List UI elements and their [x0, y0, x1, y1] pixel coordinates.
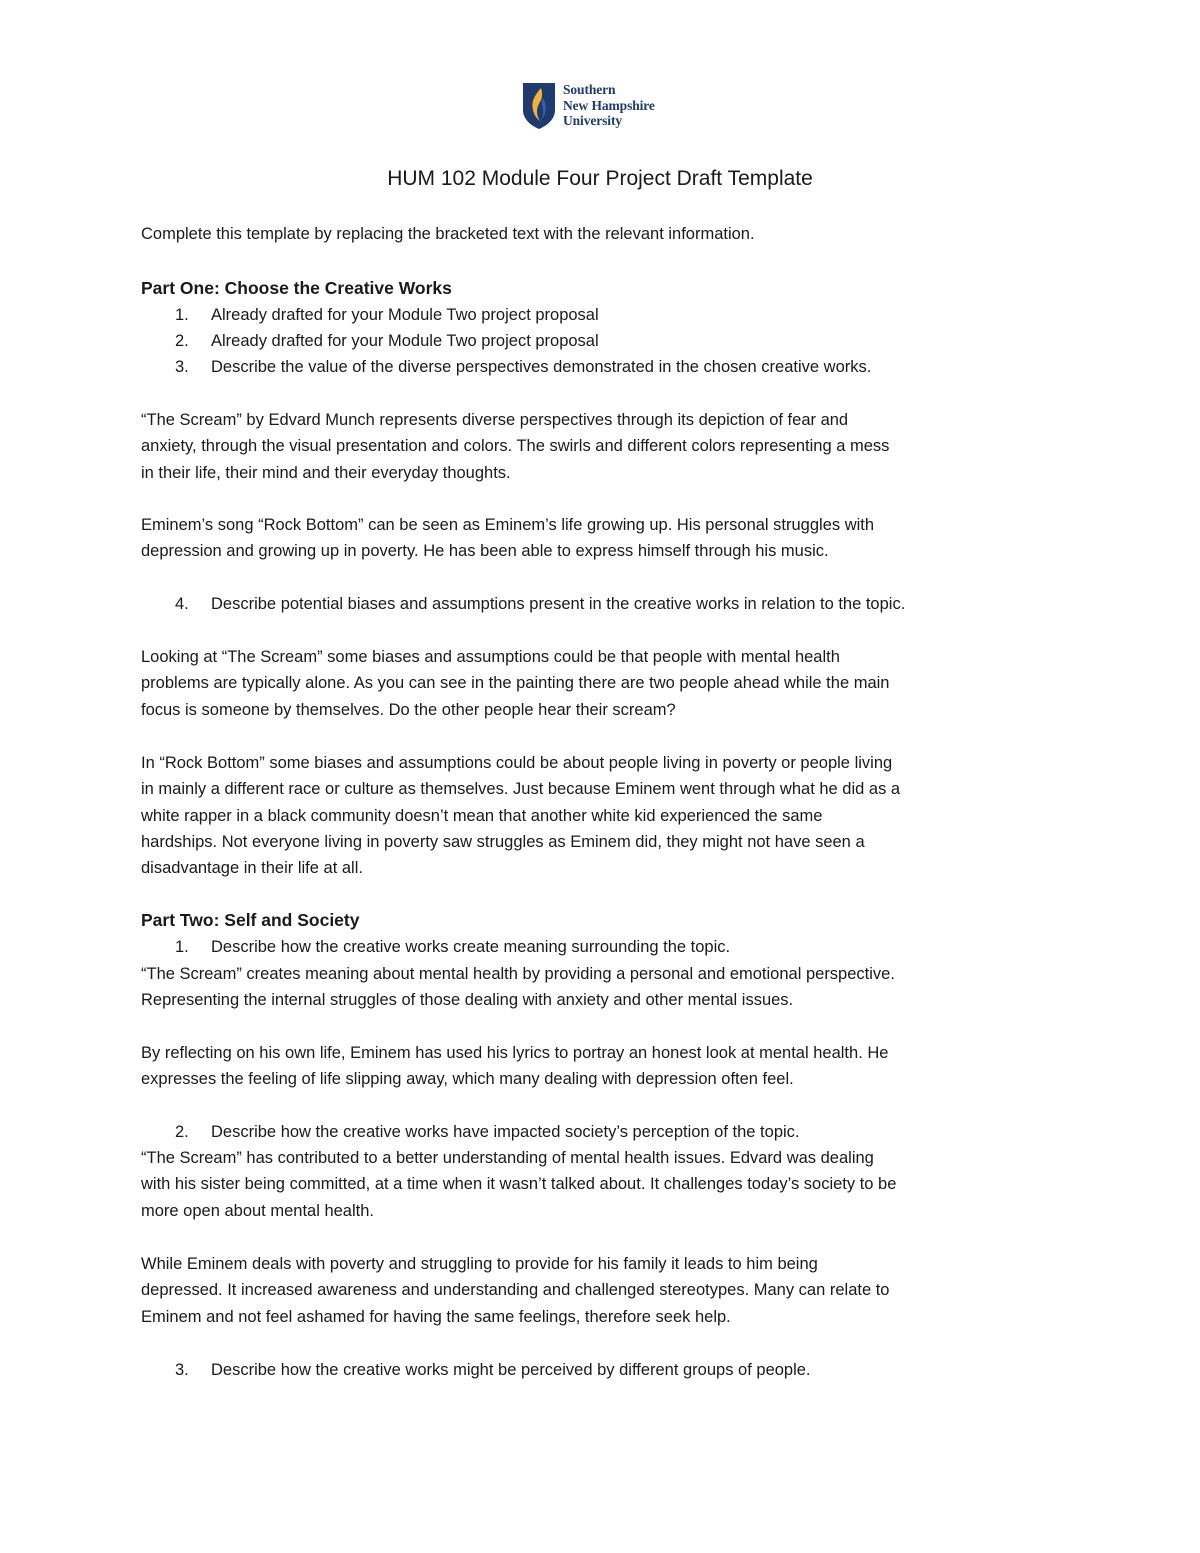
- part-two-heading: Part Two: Self and Society: [141, 910, 360, 930]
- paragraph-line: While Eminem deals with poverty and struggling to provide for his family it leads to him being: [141, 1255, 818, 1273]
- answer-paragraph: [141, 750, 1071, 881]
- list-number: 2.: [175, 332, 189, 350]
- logo-line-3: University: [563, 113, 622, 128]
- paragraph-line: white rapper in a black community doesn’t mean that another white kid experienced the same: [141, 806, 823, 825]
- list-number: 3.: [175, 358, 189, 376]
- part-one-heading: Part One: Choose the Creative Works: [141, 278, 452, 298]
- paragraph-line: in mainly a different race or culture as themselves. Just because Eminem went through what he did as a: [141, 780, 901, 799]
- list-text: Describe how the creative works might be perceived by different groups of people.: [211, 1361, 811, 1379]
- paragraph-line: hardships. Not everyone living in poverty saw struggles as Eminem did, they might not have seen a: [141, 832, 865, 851]
- list-text: Describe the value of the diverse perspectives demonstrated in the chosen creative works.: [211, 358, 872, 376]
- answer-paragraph: [141, 512, 1071, 565]
- paragraph-line: anxiety, through the visual presentation and colors. The swirls and different colors representing a mess: [141, 437, 890, 456]
- paragraph-line: By reflecting on his own life, Eminem has used his lyrics to portray an honest look at mental health. He: [141, 1044, 889, 1062]
- list-text: Already drafted for your Module Two project proposal: [211, 306, 599, 324]
- paragraph-line: more open about mental health.: [141, 1201, 374, 1220]
- paragraph-line: problems are typically alone. As you can see in the painting there are two people ahead while the main: [141, 674, 890, 693]
- list-text: Describe how the creative works have impacted society’s perception of the topic.: [211, 1123, 800, 1141]
- list-number: 1.: [175, 306, 189, 324]
- paragraph-line: “The Scream” creates meaning about mental health by providing a personal and emotional perspective.: [141, 965, 895, 983]
- list-text: Describe how the creative works create meaning surrounding the topic.: [211, 938, 731, 956]
- paragraph-line: Eminem and not feel ashamed for having the same feelings, therefore seek help.: [141, 1307, 731, 1326]
- paragraph-line: “The Scream” has contributed to a better understanding of mental health issues. Edvard was dealing: [141, 1149, 874, 1167]
- list-number: 1.: [175, 938, 189, 956]
- paragraph-line: depression and growing up in poverty. He has been able to express himself through his music.: [141, 542, 829, 561]
- answer-paragraph: [141, 407, 1071, 486]
- paragraph-line: “The Scream” by Edvard Munch represents diverse perspectives through its depiction of fear and: [141, 411, 849, 429]
- list-number: 2.: [175, 1123, 189, 1141]
- answer-paragraph: [141, 961, 1071, 1014]
- university-logo: [522, 82, 655, 130]
- list-text: Already drafted for your Module Two project proposal: [211, 332, 599, 350]
- paragraph-line: Representing the internal struggles of those dealing with anxiety and other mental issues.: [141, 991, 794, 1010]
- list-text: Describe potential biases and assumptions present in the creative works in relation to the topic.: [211, 595, 906, 613]
- paragraph-line: depressed. It increased awareness and understanding and challenged stereotypes. Many can relate to: [141, 1281, 890, 1300]
- answer-paragraph: [141, 1145, 1071, 1224]
- list-number: 3.: [175, 1361, 189, 1379]
- paragraph-line: focus is someone by themselves. Do the other people hear their scream?: [141, 700, 676, 719]
- paragraph-line: in their life, their mind and their everyday thoughts.: [141, 463, 511, 482]
- logo-line-2: New Hampshire: [563, 97, 655, 113]
- flame-shield-icon: [522, 82, 556, 130]
- paragraph-line: with his sister being committed, at a time when it wasn’t talked about. It challenges today’s society to be: [141, 1175, 897, 1194]
- logo-wordmark: [563, 82, 655, 129]
- paragraph-line: disadvantage in their life at all.: [141, 859, 363, 878]
- answer-paragraph: [141, 1251, 1071, 1330]
- answer-paragraph: [141, 644, 1071, 723]
- paragraph-line: expresses the feeling of life slipping away, which many dealing with depression often feel.: [141, 1070, 794, 1089]
- paragraph-line: In “Rock Bottom” some biases and assumptions could be about people living in poverty or people living: [141, 754, 893, 772]
- paragraph-line: Eminem’s song “Rock Bottom” can be seen as Eminem’s life growing up. His personal struggles with: [141, 516, 875, 534]
- list-number: 4.: [175, 595, 189, 613]
- answer-paragraph: [141, 1040, 1071, 1093]
- paragraph-line: Looking at “The Scream” some biases and assumptions could be that people with mental health: [141, 648, 840, 666]
- instructions-text: Complete this template by replacing the bracketed text with the relevant information.: [141, 225, 755, 243]
- document-title: HUM 102 Module Four Project Draft Template: [387, 167, 813, 190]
- logo-line-1: Southern: [563, 82, 616, 97]
